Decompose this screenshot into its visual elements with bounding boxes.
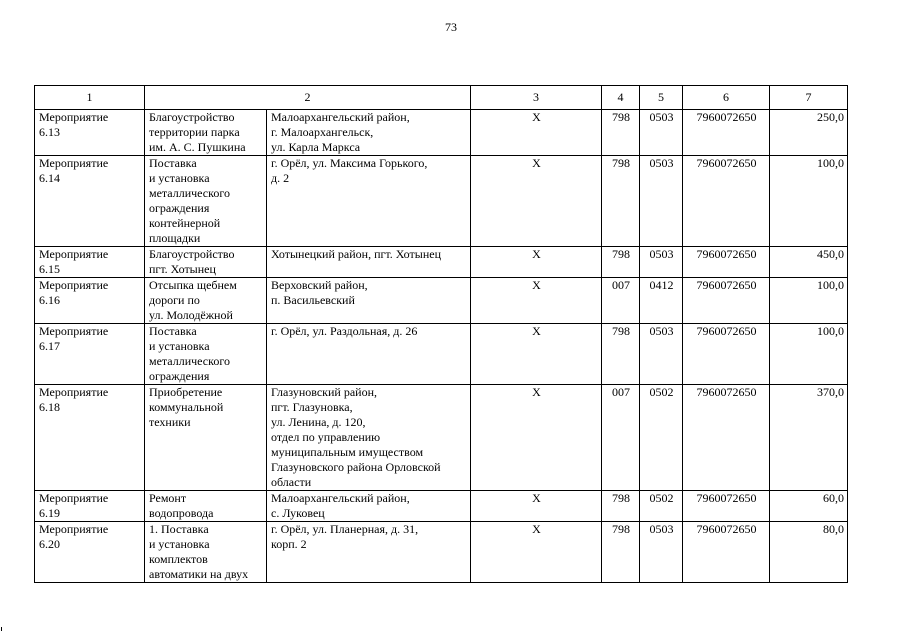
column-4-cell: 007 xyxy=(602,278,640,324)
scan-mark xyxy=(1,627,2,631)
column-4-cell: 798 xyxy=(602,324,640,385)
column-5-cell: 0503 xyxy=(640,156,683,247)
event-cell: Мероприятие 6.19 xyxy=(35,491,145,522)
name-cell: Благоустройство территории парка им. А. С. Пушкина xyxy=(145,110,267,156)
event-cell: Мероприятие 6.15 xyxy=(35,247,145,278)
column-6-cell: 7960072650 xyxy=(683,522,770,583)
column-7-cell: 100,0 xyxy=(770,278,848,324)
column-header-4: 4 xyxy=(602,86,640,110)
name-cell: Поставка и установка металлического ограждения контейнерной площадки xyxy=(145,156,267,247)
column-4-cell: 798 xyxy=(602,491,640,522)
address-cell: г. Орёл, ул. Планерная, д. 31, корп. 2 xyxy=(267,522,471,583)
column-6-cell: 7960072650 xyxy=(683,156,770,247)
column-4-cell: 798 xyxy=(602,156,640,247)
address-cell: Хотынецкий район, пгт. Хотынец xyxy=(267,247,471,278)
column-6-cell: 7960072650 xyxy=(683,491,770,522)
address-cell: г. Орёл, ул. Максима Горького, д. 2 xyxy=(267,156,471,247)
column-5-cell: 0503 xyxy=(640,247,683,278)
column-4-cell: 798 xyxy=(602,522,640,583)
table-row xyxy=(35,247,848,278)
address-cell: Малоархангельский район, с. Луковец xyxy=(267,491,471,522)
column-7-cell: 100,0 xyxy=(770,156,848,247)
column-3-cell: Х xyxy=(471,247,602,278)
column-4-cell: 798 xyxy=(602,247,640,278)
column-5-cell: 0503 xyxy=(640,324,683,385)
header-row xyxy=(35,86,848,110)
column-5-cell: 0503 xyxy=(640,110,683,156)
event-cell: Мероприятие 6.14 xyxy=(35,156,145,247)
table-body xyxy=(35,110,848,583)
address-cell: Глазуновский район, пгт. Глазуновка, ул. Ленина, д. 120, отдел по управлению муниципальным имуществом Глазуновского района Орловской области xyxy=(267,385,471,491)
column-3-cell: Х xyxy=(471,156,602,247)
table-row xyxy=(35,278,848,324)
column-5-cell: 0502 xyxy=(640,491,683,522)
event-cell: Мероприятие 6.13 xyxy=(35,110,145,156)
column-5-cell: 0412 xyxy=(640,278,683,324)
name-cell: Ремонт водопровода xyxy=(145,491,267,522)
event-cell: Мероприятие 6.16 xyxy=(35,278,145,324)
address-cell: г. Орёл, ул. Раздольная, д. 26 xyxy=(267,324,471,385)
column-header-1: 1 xyxy=(35,86,145,110)
column-3-cell: Х xyxy=(471,324,602,385)
column-6-cell: 7960072650 xyxy=(683,324,770,385)
column-5-cell: 0503 xyxy=(640,522,683,583)
column-6-cell: 7960072650 xyxy=(683,247,770,278)
table-row xyxy=(35,156,848,247)
column-4-cell: 798 xyxy=(602,110,640,156)
column-7-cell: 60,0 xyxy=(770,491,848,522)
column-7-cell: 250,0 xyxy=(770,110,848,156)
page-number: 73 xyxy=(445,20,457,34)
column-3-cell: Х xyxy=(471,522,602,583)
column-header-6: 6 xyxy=(683,86,770,110)
event-cell: Мероприятие 6.17 xyxy=(35,324,145,385)
address-cell: Верховский район, п. Васильевский xyxy=(267,278,471,324)
table-row xyxy=(35,324,848,385)
column-7-cell: 100,0 xyxy=(770,324,848,385)
column-header-2: 2 xyxy=(145,86,471,110)
column-5-cell: 0502 xyxy=(640,385,683,491)
column-6-cell: 7960072650 xyxy=(683,110,770,156)
column-6-cell: 7960072650 xyxy=(683,278,770,324)
column-header-5: 5 xyxy=(640,86,683,110)
column-3-cell: Х xyxy=(471,385,602,491)
name-cell: Отсыпка щебнем дороги по ул. Молодёжной xyxy=(145,278,267,324)
column-6-cell: 7960072650 xyxy=(683,385,770,491)
column-3-cell: Х xyxy=(471,491,602,522)
address-cell: Малоархангельский район, г. Малоархангельск, ул. Карла Маркса xyxy=(267,110,471,156)
column-4-cell: 007 xyxy=(602,385,640,491)
name-cell: Благоустройство пгт. Хотынец xyxy=(145,247,267,278)
column-3-cell: Х xyxy=(471,278,602,324)
name-cell: Приобретение коммунальной техники xyxy=(145,385,267,491)
name-cell: 1. Поставка и установка комплектов автоматики на двух xyxy=(145,522,267,583)
budget-table xyxy=(34,85,848,583)
table-row xyxy=(35,522,848,583)
event-cell: Мероприятие 6.18 xyxy=(35,385,145,491)
name-cell: Поставка и установка металлического ограждения xyxy=(145,324,267,385)
column-header-3: 3 xyxy=(471,86,602,110)
table-row xyxy=(35,385,848,491)
column-7-cell: 450,0 xyxy=(770,247,848,278)
column-3-cell: Х xyxy=(471,110,602,156)
event-cell: Мероприятие 6.20 xyxy=(35,522,145,583)
column-7-cell: 80,0 xyxy=(770,522,848,583)
column-7-cell: 370,0 xyxy=(770,385,848,491)
table-row xyxy=(35,110,848,156)
table-row xyxy=(35,491,848,522)
column-header-7: 7 xyxy=(770,86,848,110)
